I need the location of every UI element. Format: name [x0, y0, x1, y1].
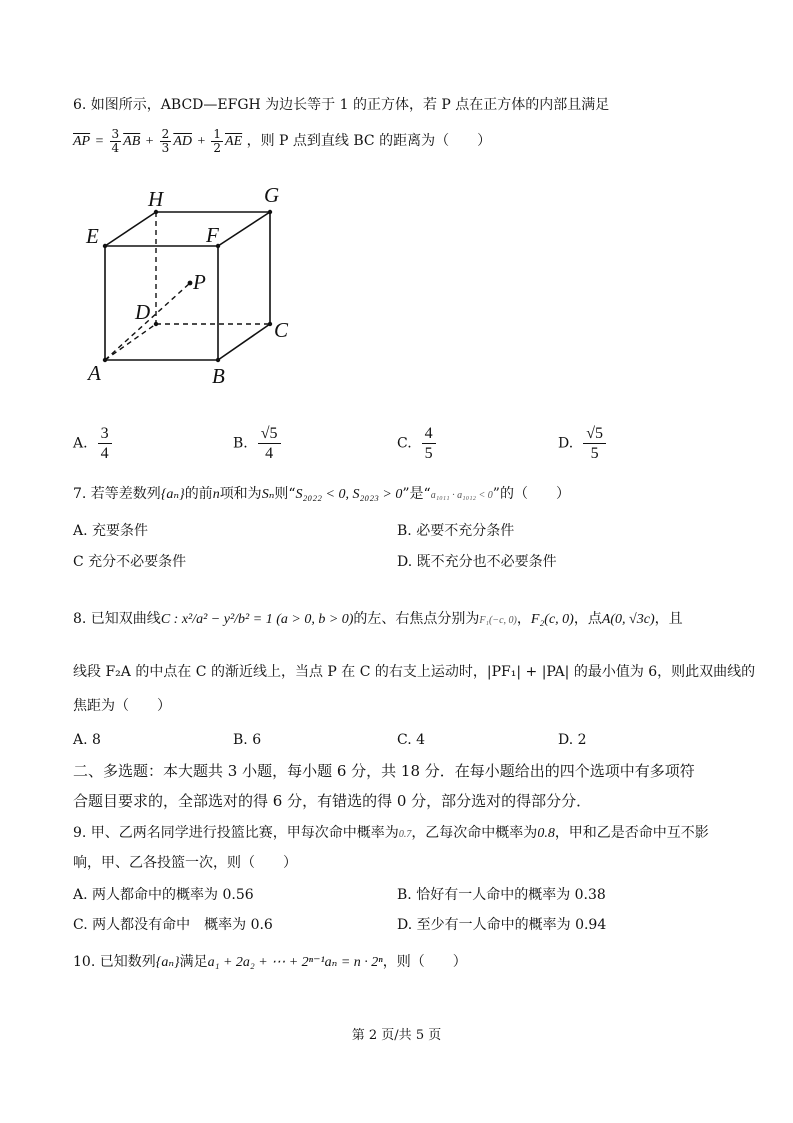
point-c [268, 322, 272, 326]
label-p: P [193, 270, 206, 294]
q9-option-c[interactable]: C. 两人都没有命中 概率为 0.6 [73, 917, 273, 933]
label-c: C [274, 318, 289, 342]
q8-stem-line2: 线段 F₂A 的中点在 C 的渐近线上，当点 P 在 C 的右支上运动时，|PF₁| + |PA| 的最小值为 6，则此双曲线的 [73, 664, 756, 680]
edge-bc [218, 324, 270, 360]
q6-option-d[interactable]: D. $\frac{√5}{5}$ [558, 424, 606, 463]
q7-stem: 7. 若等差数列{aₙ}的前n项和为Sₙ则“S₂₀₂₂ < 0, S₂₀₂₃ > 0”是“a₁₀₁₁ · a₁₀₁₂ < 0”的（ ） [73, 486, 570, 502]
fraction-3-4: $\frac{3}{4}$ [111, 126, 120, 155]
edge-eh [105, 212, 156, 246]
q8-option-c[interactable]: C. 4 [397, 732, 426, 748]
q7-option-d[interactable]: D. 既不充分也不必要条件 [397, 554, 557, 570]
q6-stem-line1: 6. 如图所示，ABCD—EFGH 为边长等于 1 的正方体，若 P 点在正方体的内部且满足 [73, 97, 610, 113]
q6-option-a[interactable]: A. $\frac{3}{4}$ [73, 424, 112, 463]
q10-equation: a₁ + 2a₂ + ⋯ + 2ⁿ⁻¹aₙ = n · 2ⁿ [207, 955, 383, 970]
label-b: B [212, 364, 225, 388]
q7-option-a[interactable]: A. 充要条件 [73, 523, 149, 539]
q9-option-d[interactable]: D. 至少有一人命中的概率为 0.94 [397, 917, 607, 933]
label-g: G [264, 183, 280, 207]
q8-stem-line3: 焦距为（ ） [73, 698, 171, 714]
fraction-1-2: $\frac{1}{2}$ [213, 126, 222, 155]
vector-ab: $\overline{AB}$ [123, 134, 141, 149]
point-p [188, 281, 193, 286]
section-2-header-line1: 二、多选题：本大题共 3 小题，每小题 6 分，共 18 分．在每小题给出的四个选项中有多项符 [73, 762, 695, 780]
q7-condition: S₂₀₂₂ < 0, S₂₀₂₃ > 0 [295, 487, 403, 502]
label-f: F [206, 223, 219, 247]
q9-stem-line2: 响，甲、乙各投篮一次，则（ ） [73, 855, 297, 871]
q7-option-b[interactable]: B. 必要不充分条件 [397, 523, 515, 539]
point-g [268, 210, 272, 214]
vector-ap: $\overline{AP}$ [73, 134, 91, 149]
label-a: A [88, 361, 101, 385]
point-d [154, 322, 158, 326]
q7-sequence: {aₙ} [160, 487, 185, 502]
q6-question-tail: ，则 P 点到直线 BC 的距离为（ ） [246, 133, 492, 149]
q9-option-a[interactable]: A. 两人都命中的概率为 0.56 [73, 887, 254, 903]
label-e: E [86, 224, 99, 248]
edge-ad-hidden [105, 324, 156, 360]
label-d: D [135, 300, 151, 324]
cube-figure [80, 182, 320, 392]
point-b [216, 358, 220, 362]
point-e [103, 244, 107, 248]
q8-hyperbola: C : x²/a² − y²/b² = 1 (a > 0, b > 0) [160, 612, 354, 627]
point-a [103, 358, 107, 362]
q7-option-c[interactable]: C 充分不必要条件 [73, 554, 187, 570]
vector-ae: $\overline{AE}$ [225, 134, 243, 149]
q8-stem-line1: 8. 已知双曲线C : x²/a² − y²/b² = 1 (a > 0, b > 0)的左、右焦点分别为F₁(−c, 0)，F₂(c, 0)，点A(0, √3c)，且 [73, 611, 683, 627]
q6-stem-line2: $\overline{AP}$ = $\frac{3}{4}$ $\overline{AB}$ + $\frac{2}{3}$ $\overline{AD}$ + $\frac{1}{2}$ $\overline{AE}$ ，则 P 点到直线 BC 的距离为（ ） [73, 126, 492, 155]
q8-option-b[interactable]: B. 6 [233, 732, 262, 748]
vector-ad: $\overline{AD}$ [173, 134, 192, 149]
q6-option-b[interactable]: B. $\frac{√5}{4}$ [233, 424, 281, 463]
q9-stem-line1: 9. 甲、乙两名同学进行投篮比赛，甲每次命中概率为0.7，乙每次命中概率为0.8，甲和乙是否命中互不影 [73, 825, 709, 841]
q6-option-c[interactable]: C. $\frac{4}{5}$ [397, 424, 436, 463]
page-footer: 第 2 页/共 5 页 [351, 1028, 442, 1043]
q8-option-d[interactable]: D. 2 [558, 732, 587, 748]
fraction-2-3: $\frac{2}{3}$ [161, 126, 170, 155]
q8-option-a[interactable]: A. 8 [73, 732, 101, 748]
q7-condition-2: a₁₀₁₁ · a₁₀₁₂ < 0 [430, 490, 493, 501]
label-h: H [148, 187, 164, 211]
section-2-header-line2: 合题目要求的，全部选对的得 6 分，有错选的得 0 分，部分选对的得部分分． [73, 792, 592, 810]
q10-stem: 10. 已知数列{aₙ}满足a₁ + 2a₂ + ⋯ + 2ⁿ⁻¹aₙ = n · 2ⁿ，则（ ） [73, 954, 467, 970]
q9-option-b[interactable]: B. 恰好有一人命中的概率为 0.38 [397, 887, 606, 903]
edge-fg [218, 212, 270, 246]
